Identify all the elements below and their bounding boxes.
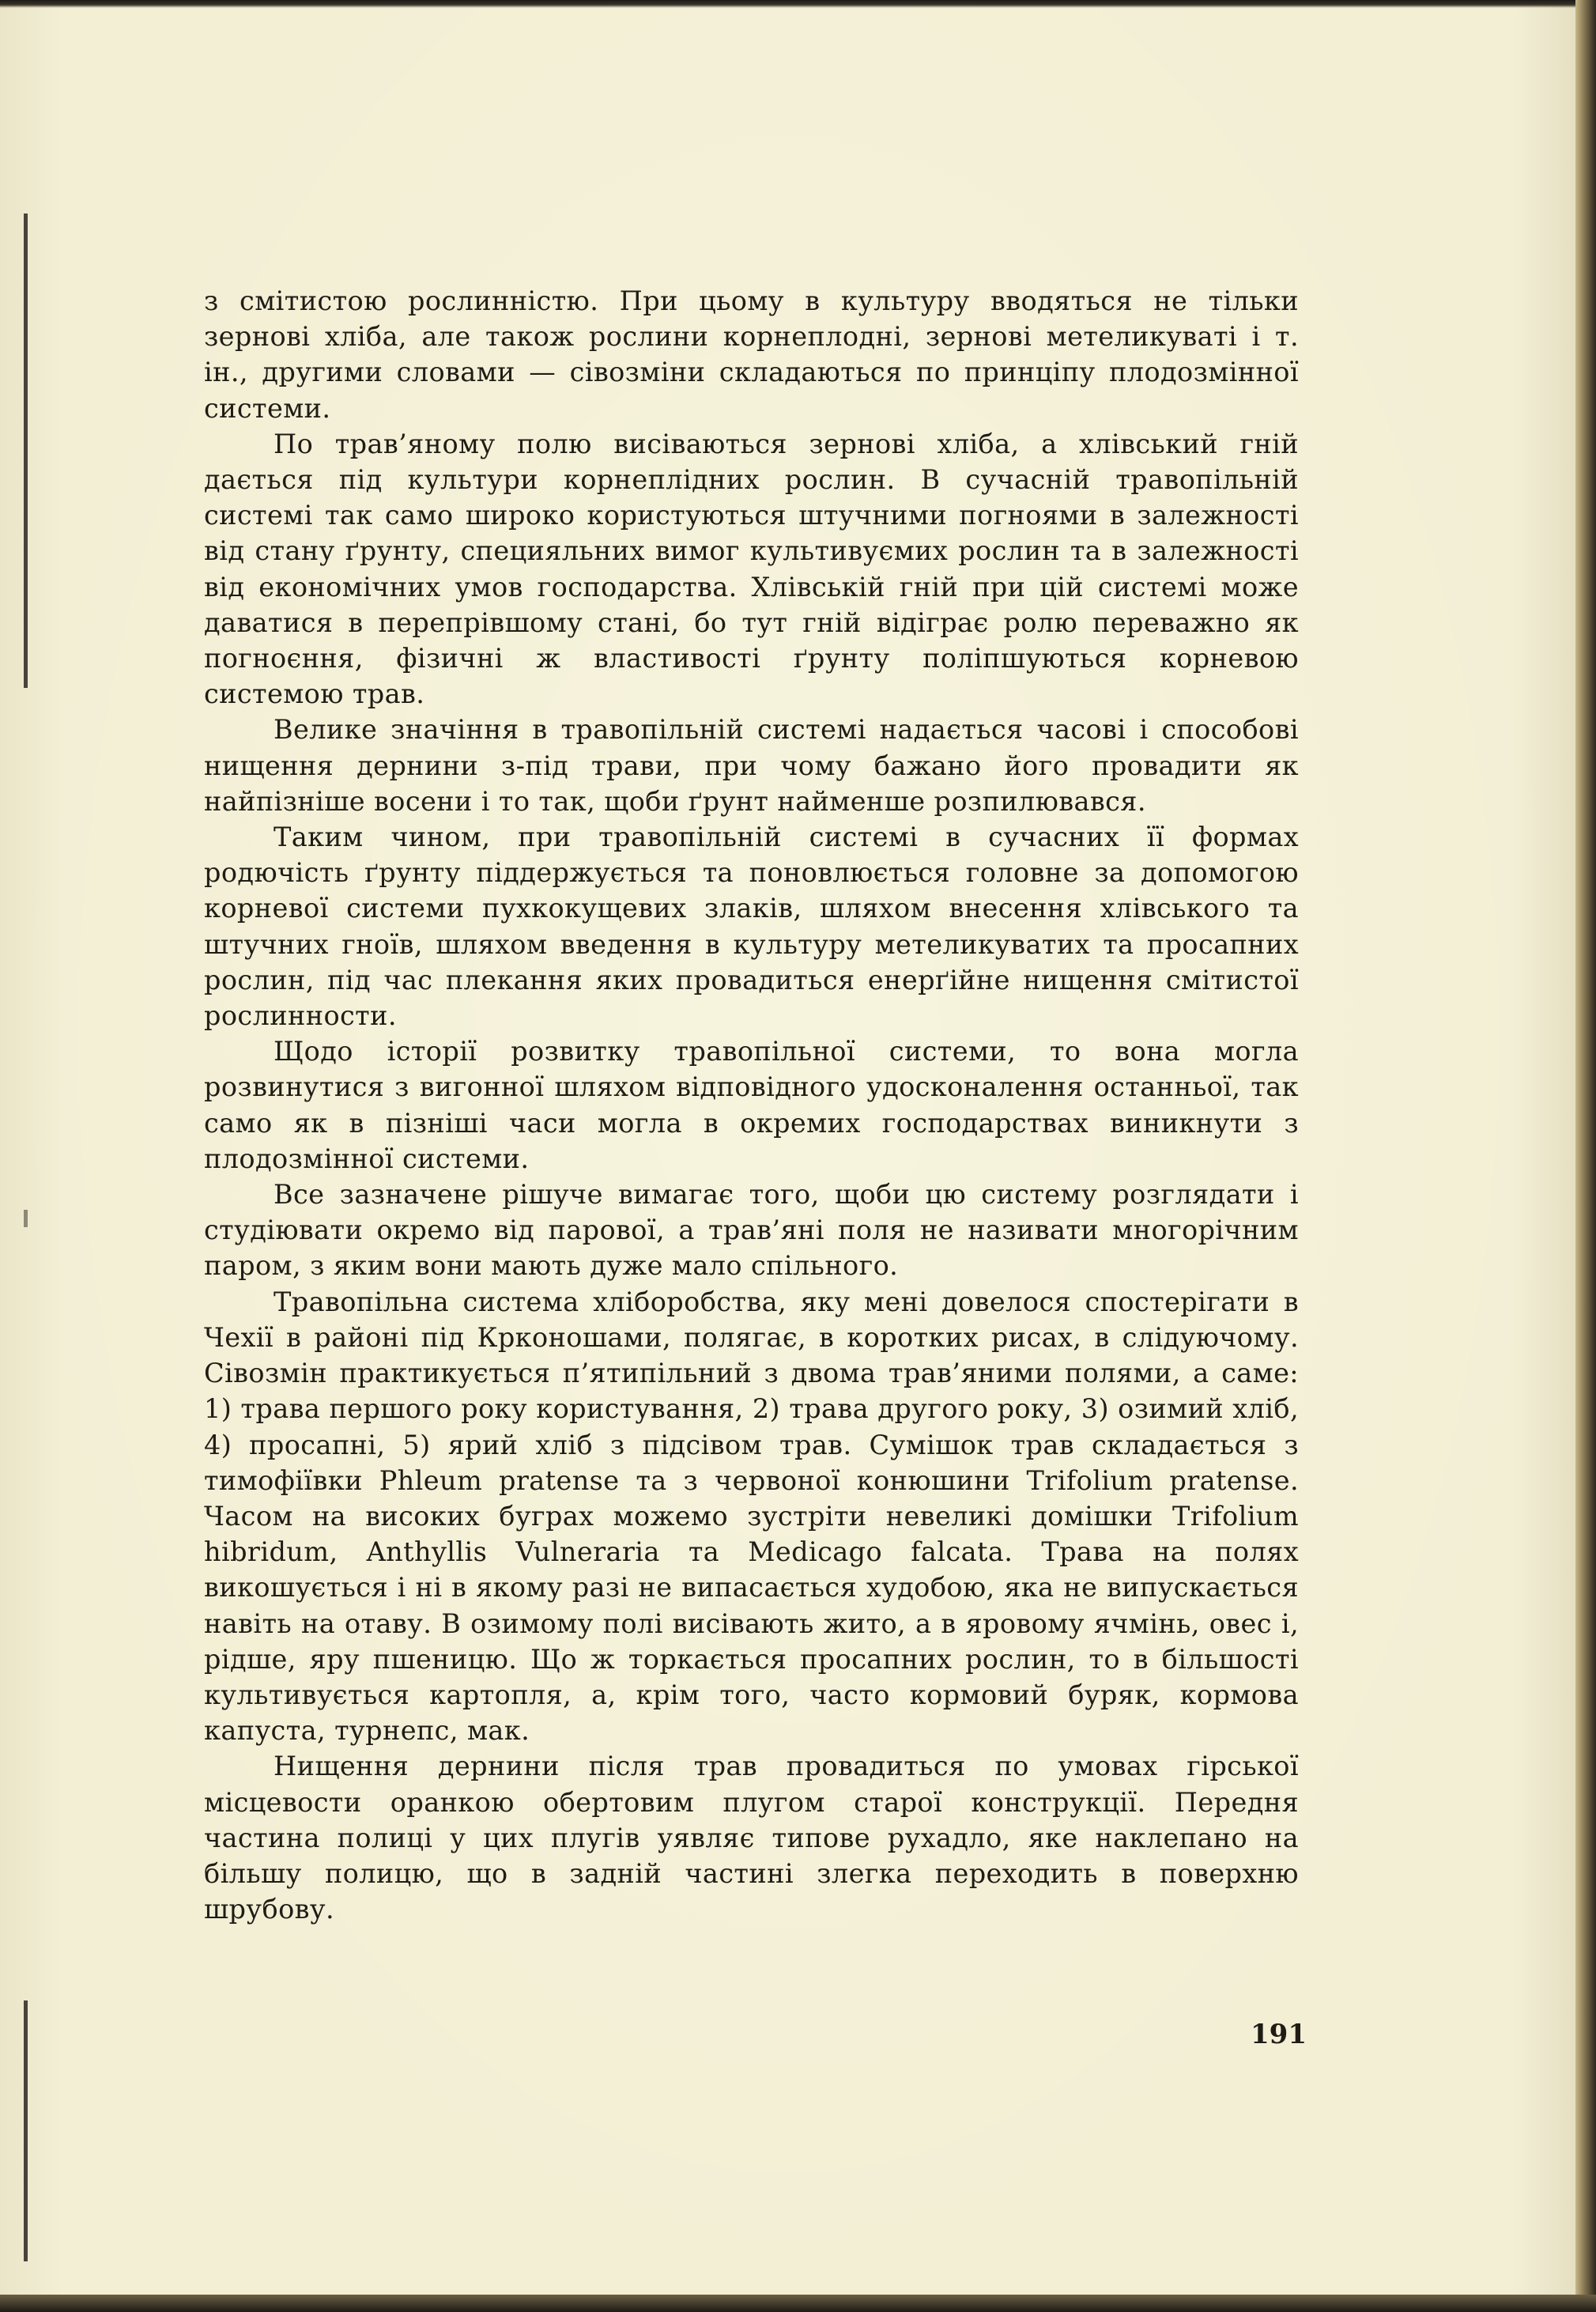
paragraph: Щодо історії розвитку травопільної системи, то вона могла розвинутися з вигонної шляхом відповідного удосконалення останньої, так само як в пізніші часи могла в окремих господарствах виникнути з плодозмінної системи.: [204, 1036, 1299, 1174]
binding-shadow-mark: [24, 213, 28, 688]
binding-shadow-mark: [24, 2000, 28, 2261]
page-number: 191: [1251, 2019, 1307, 2050]
page-right-edge: [1575, 0, 1596, 2312]
paragraph: По трав’яному полю висіваються зернові хліба, а хлівський гній дається під культури корнеплідних рослин. В сучасній травопільній системі так само широко користуються штучними погноями в залежності від стану ґрунту, специяльних вимог культивуємих рослин та в залежності від економічних умов господарства. Хлівській гній при цій системі може даватися в перепрівшому стані, бо тут гній відіграє ролю переважно як погноєння, фізичні ж властивості ґрунту поліпшуються корневою системою трав.: [204, 428, 1299, 710]
page-bottom-edge: [0, 2295, 1596, 2312]
paragraph: Нищення дернини після трав провадиться по умовах гірської місцевости оранкою обертовим плугом старої конструкції. Передня частина полиці у цих плугів уявляє типове рухадло, яке наклепано на більшу полицю, що в задній частині злегка переходить в поверхню шрубову.: [204, 1751, 1299, 1925]
binding-shadow-mark: [24, 1210, 28, 1227]
body-text: [204, 283, 1299, 1927]
page-top-edge: [0, 0, 1577, 8]
paragraph: Велике значіння в травопільній системі надається часові і способові нищення дернини з-під трави, при чому бажано його провадити як найпізніше восени і то так, щоби ґрунт найменше розпилювався.: [204, 714, 1299, 817]
paragraph: Травопільна система хліборобства, яку мені довелося спостерігати в Чехії в районі під Крконошами, полягає, в коротких рисах, в слідуючому. Сівозмін практикується п’ятипільний з двома трав’яними полями, а саме: 1) трава першого року користування, 2) трава другого року, 3) озимий хліб, 4) просапні, 5) ярий хліб з підсівом трав. Сумішок трав складається з тимофіївки Phleum pratense та з червоної конюшини Trifolium pratense. Часом на високих буграх можемо зустріти невеликі домішки Trifolium hibridum, Anthyllis Vulneraria та Medicago falcata. Трава на полях викошується і ні в якому разі не випасається худобою, яка не випускається навіть на отаву. В озимому полі висівають жито, а в яровому ячмінь, овес і, рідше, яру пшеницю. Що ж торкається просапних рослин, то в більшості культивується картопля, а, крім того, часто кормовий буряк, кормова капуста, турнепс, мак.: [204, 1286, 1299, 1747]
paragraph: з смітистою рослинністю. При цьому в культуру вводяться не тільки зернові хліба, але також рослини корнеплодні, зернові метеликуваті і т. ін., другими словами — сівозміни складаються по принціпу плодозмінної системи.: [204, 285, 1299, 424]
paragraph: Таким чином, при травопільній системі в сучасних її формах родючість ґрунту піддержується та поновлюється головне за допомогою корневої системи пухкокущевих злаків, шляхом внесення хлівського та штучних гноїв, шляхом введення в культуру метеликуватих та просапних рослин, під час плекання яких провадиться енерґійне нищення смітистої рослинности.: [204, 822, 1299, 1032]
paragraph: Все зазначене рішуче вимагає того, щоби цю систему розглядати і студіювати окремо від парової, а трав’яні поля не називати многорічним паром, з яким вони мають дуже мало спільного.: [204, 1179, 1299, 1282]
